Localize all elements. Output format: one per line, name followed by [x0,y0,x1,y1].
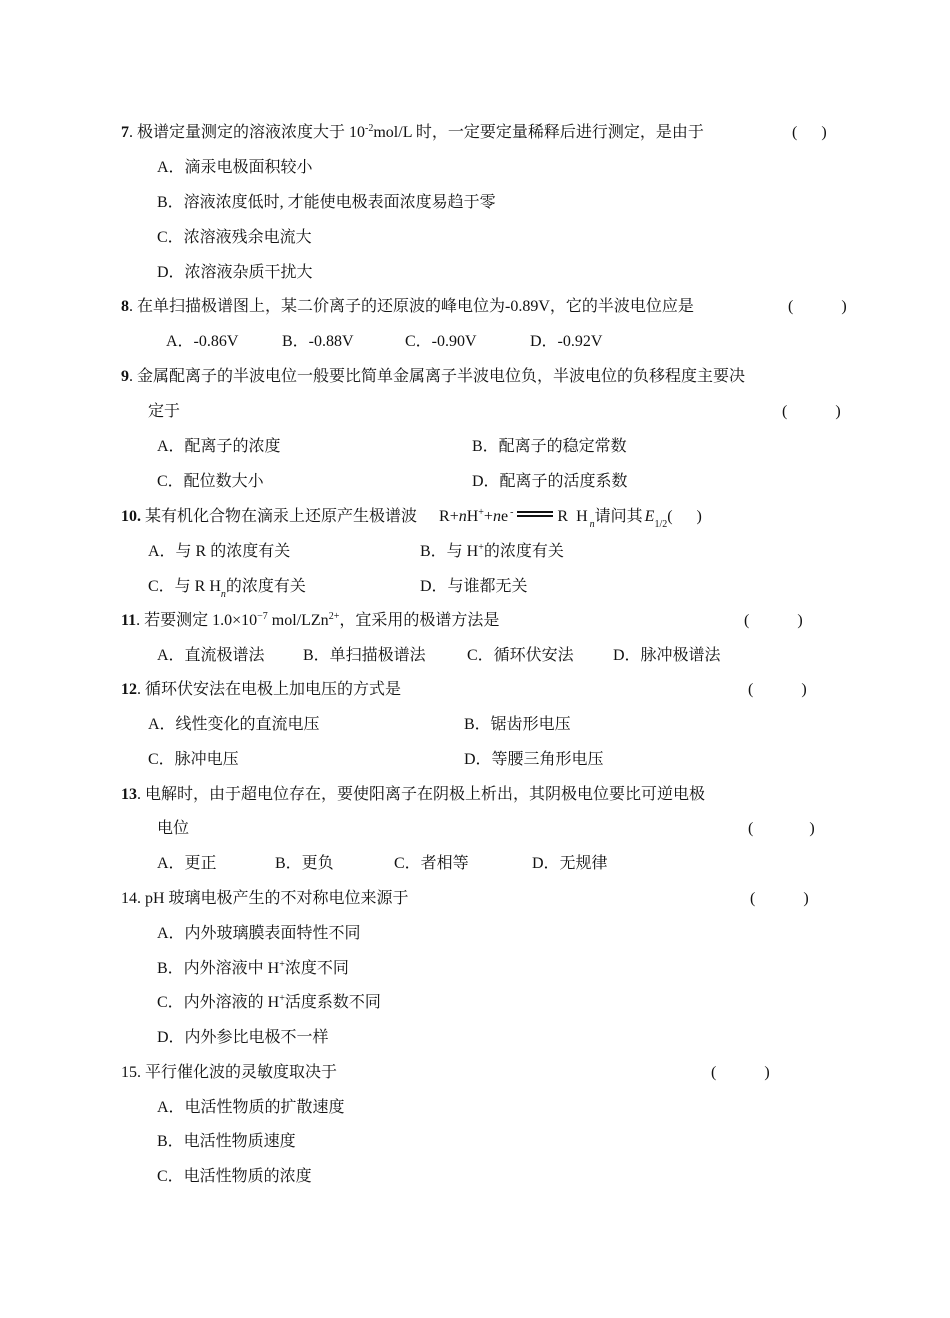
q8-answer-paren: ( ) [788,298,847,315]
q13-number: 13 [121,786,137,803]
q7-option-b: B．溶液浓度低时, 才能使电极表面浓度易趋于零 [157,194,496,211]
q7-stem: 7. 极谱定量测定的溶液浓度大于 $10^{-2}mol/L$ 时，一定要定量稀释后进行测定，是由于 [121,123,704,141]
q12-stem: 12. 循环伏安法在电极上加电压的方式是 [121,681,402,698]
q12-option-d: D．等腰三角形电压 [464,751,604,768]
q14-option-d: D．内外参比电极不一样 [157,1029,329,1046]
q8-number: 8 [121,298,129,315]
q7-option-d: D．浓溶液杂质干扰大 [157,264,313,281]
q12-option-c: C．脉冲电压 [148,751,239,768]
q11-option-a: A．直流极谱法 [157,647,265,664]
q11-stem: 11. 若要测定 $1.0\times 10^{-7}$ mol/LZn$^{2+}$，宜采用的极谱方法是 [121,611,500,629]
q12-option-a: A．线性变化的直流电压 [148,716,320,733]
q15-option-b: B．电活性物质速度 [157,1133,296,1150]
q8-option-a: A．-0.86V [166,333,239,350]
q12-answer-paren: ( ) [748,681,807,698]
q8-option-b: B．-0.88V [282,333,354,350]
q14-number: 14 [121,890,137,907]
q13-option-a: A．更正 [157,855,217,872]
q10-option-a: A．与 R 的浓度有关 [148,543,291,560]
q9-option-a: A．配离子的浓度 [157,438,281,455]
q9-option-b: B．配离子的稳定常数 [472,438,627,455]
q9-number: 9 [121,368,129,385]
q14-stem: 14. pH 玻璃电极产生的不对称电位来源于 [121,890,409,907]
q9-option-d: D．配离子的活度系数 [472,473,628,490]
q13-option-b: B．更负 [275,855,334,872]
q8-stem: 8. 在单扫描极谱图上，某二价离子的还原波的峰电位为-0.89V，它的半波电位应是 [121,298,694,315]
q7-option-a: A．滴汞电极面积较小 [157,159,313,176]
q14-answer-paren: ( ) [750,890,809,907]
q10-option-b: B．与 H+的浓度有关 [420,542,564,560]
q15-number: 15 [121,1064,137,1081]
q15-stem: 15. 平行催化波的灵敏度取决于 [121,1064,338,1081]
q15-option-c: C．电活性物质的浓度 [157,1168,312,1185]
q11-answer-paren: ( ) [744,612,803,629]
q13-stem: 13. 电解时，由于超电位存在，要使阳离子在阴极上析出，其阴极电位要比可逆电极 [121,786,706,803]
q12-number: 12 [121,681,137,698]
q9-answer-paren: ( ) [782,403,841,420]
q7-number: 7 [121,124,129,141]
q10-equation: R+nH++ne- R $H_n$请问其 $E_{1/2}$( ) [439,507,702,530]
q10-stem: 10. 某有机化合物在滴汞上还原产生极谱波 R+nH++ne- R $H_n$请问其 $E_{1/2}$( ) [121,507,702,530]
q7-answer-paren: ( ) [792,124,827,141]
q11-option-c: C．循环伏安法 [467,647,574,664]
q15-option-a: A．电活性物质的扩散速度 [157,1099,345,1116]
q10-answer-paren: ( ) [667,508,702,525]
q10-option-d: D．与谁都无关 [420,578,528,595]
q14-option-a: A．内外玻璃膜表面特性不同 [157,925,361,942]
q11-option-b: B．单扫描极谱法 [303,647,426,664]
equilibrium-arrow-icon [517,510,553,518]
q8-option-c: C．-0.90V [405,333,477,350]
q13-stem-line2: 电位 [157,820,190,837]
q11-option-d: D．脉冲极谱法 [613,647,721,664]
q12-option-b: B．锯齿形电压 [464,716,571,733]
q9-option-c: C．配位数大小 [157,473,264,490]
q14-option-b: B．内外溶液中 H+浓度不同 [157,959,349,977]
q11-number: 11 [121,612,137,629]
q15-answer-paren: ( ) [711,1064,770,1081]
q8-option-d: D．-0.92V [530,333,603,350]
q10-option-c: C．与 R $H_n$的浓度有关 [148,578,306,600]
q13-option-d: D．无规律 [532,855,608,872]
q14-option-c: C．内外溶液的 H+活度系数不同 [157,993,381,1011]
q9-stem: 9. 金属配离子的半波电位一般要比简单金属离子半波电位负，半波电位的负移程度主要决 [121,368,746,385]
q7-option-c: C．浓溶液残余电流大 [157,229,312,246]
q10-number: 10. [121,508,141,525]
q13-option-c: C．者相等 [394,855,469,872]
q13-answer-paren: ( ) [748,820,815,837]
q9-stem-line2: 定于 [148,403,181,420]
